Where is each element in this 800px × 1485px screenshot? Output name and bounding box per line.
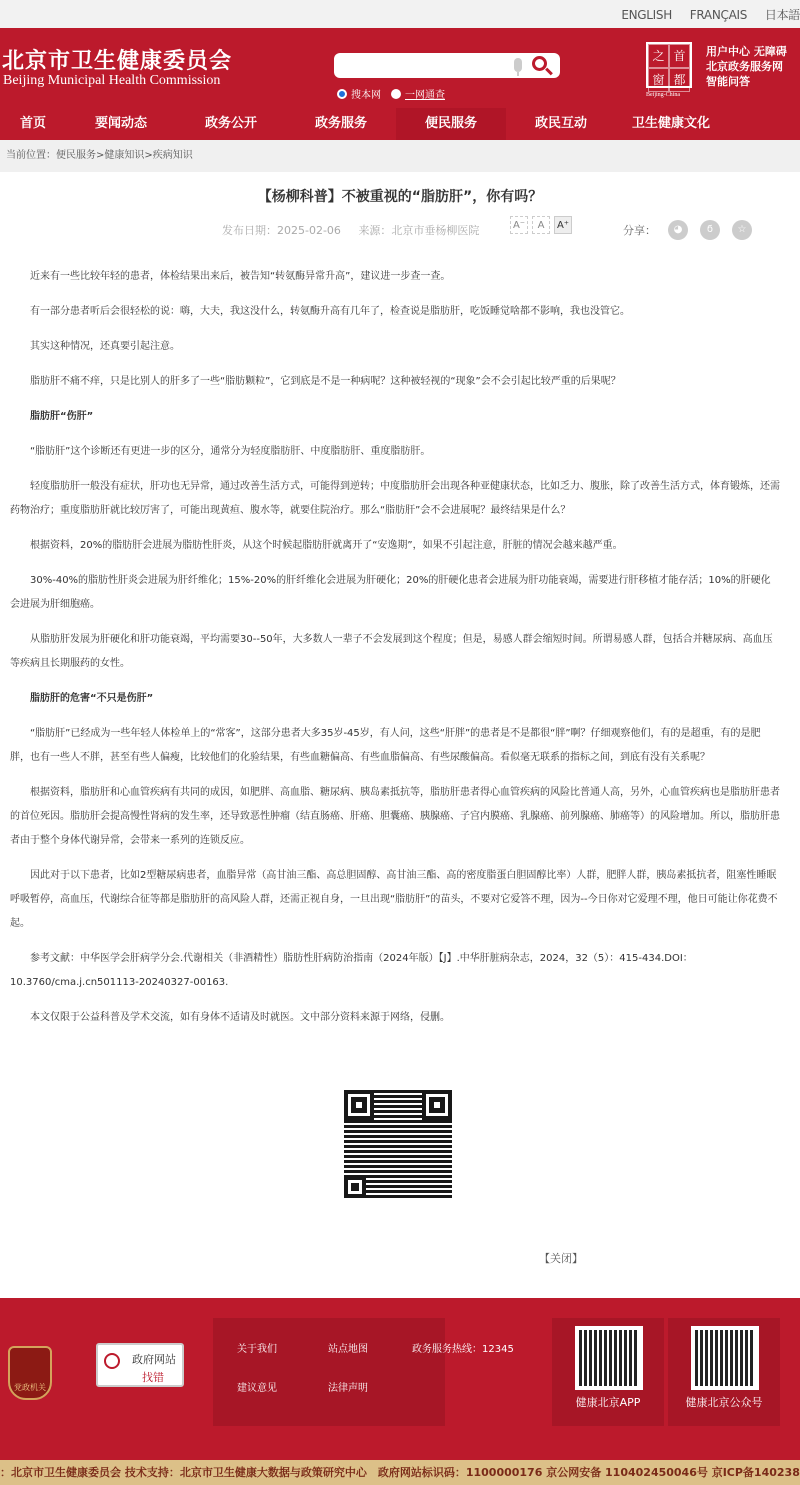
seal-char: 窗 — [648, 68, 669, 92]
article — [0, 172, 800, 1277]
nav-public-service[interactable]: 便民服务 — [396, 108, 506, 140]
lang-japanese-link[interactable]: 日本語 — [764, 8, 800, 22]
paragraph: 30%-40%的脂肪性肝炎会进展为肝纤维化；15%-20%的肝纤维化会进展为肝硬化；20%的肝硬化患者会进展为肝功能衰竭，需要进行肝移植才能存活；10%的肝硬化会进展为肝细胞癌。 — [10, 575, 771, 610]
main-nav — [0, 108, 800, 140]
font-increase-button[interactable]: A⁺ — [554, 216, 572, 234]
publish-date: 发布日期：2025-02-06 — [222, 224, 341, 237]
paragraph: 因此对于以下患者，比如2型糖尿病患者，血脂异常（高甘油三酯、高总胆固醇、高甘油三酯、高的密度脂蛋白胆固醇比率）人群，肥胖人群，胰岛素抵抗者，阻塞性睡眠呼吸暂停，高血压，代谢综合征等都是脂肪肝的高风险人群，还需正视自身，一旦出现“脂肪肝”的苗头，不要对它爱答不理，因为--今日你对它爱理不理，他日可能让你花费不起。 — [10, 870, 778, 929]
nav-health-culture[interactable]: 卫生健康文化 — [631, 116, 710, 131]
paragraph: 轻度脂肪肝一般没有症状，肝功也无异常，通过改善生活方式，可能得到逆转；中度脂肪肝会出现各种亚健康状态，比如乏力、腹胀，除了改善生活方式，体育锻炼，还需药物治疗；重度脂肪肝就比较厉害了，可能出现黄疸、腹水等，就要住院治疗。那么“脂肪肝”会不会进展呢？最终结果是什么？ — [10, 481, 780, 516]
nav-gov-open[interactable]: 政务公开 — [204, 116, 257, 131]
paragraph: 其实这种情况，还真要引起注意。 — [30, 341, 180, 352]
accessibility-link[interactable]: 无障碍 — [753, 45, 787, 58]
nav-gov-service[interactable]: 政务服务 — [314, 116, 367, 131]
legal-link[interactable]: 法律声明 — [328, 1383, 368, 1394]
article-title: 【杨柳科普】不被重视的“脂肪肝”，你有吗？ — [257, 189, 543, 205]
footer — [0, 1298, 800, 1460]
wechat-qr-code — [691, 1326, 759, 1390]
capital-window-logo[interactable] — [646, 42, 692, 88]
site-title-en[interactable]: Beijing Municipal Health Commission — [3, 73, 221, 88]
search-scope — [337, 86, 451, 101]
sitemap-link[interactable]: 站点地图 — [328, 1344, 368, 1355]
find-error-button[interactable] — [96, 1343, 184, 1387]
paragraph: 有一部分患者听后会很轻松的说：嗨，大夫，我这没什么，转氨酶升高有几年了，检查说是脂肪肝，吃饭睡觉啥都不影响，我也没管它。 — [30, 306, 630, 317]
paragraph: “脂肪肝”这个诊断还有更进一步的区分，通常分为轻度脂肪肝、中度脂肪肝、重度脂肪肝。 — [30, 446, 431, 457]
share-bar — [623, 220, 752, 240]
paragraph: 根据资料，脂肪肝和心血管疾病有共同的成因，如肥胖、高血脂、糖尿病、胰岛素抵抗等，脂肪肝患者得心血管疾病的风险比普通人高，另外，心血管疾病也是脂肪肝患者的首位死因。脂肪肝会提高慢性肾病的发生率，还导致恶性肿瘤（结直肠癌、肝癌、胆囊癌、胰腺癌、子宫内膜癌、乳腺癌、前列腺癌、肺癌等）的风险增加。所以，脂肪肝患者由于整个身体代谢异常，会带来一系列的连锁反应。 — [10, 787, 780, 846]
section-heading: 脂肪肝“伤肝” — [30, 411, 94, 422]
user-center-link[interactable]: 用户中心 — [706, 45, 750, 58]
article-meta — [222, 222, 493, 238]
search-icon[interactable] — [532, 56, 547, 71]
app-qr — [552, 1318, 664, 1426]
weibo-icon[interactable]: ϭ — [700, 220, 720, 240]
wechat-icon[interactable]: ◕ — [668, 220, 688, 240]
seal-char: 都 — [669, 68, 690, 92]
seal-subtitle: Beijing-China — [646, 92, 680, 98]
app-qr-code — [575, 1326, 643, 1390]
about-us-link[interactable]: 关于我们 — [237, 1344, 277, 1355]
search-input[interactable] — [334, 53, 560, 78]
article-qr-code — [344, 1090, 452, 1198]
lang-french-link[interactable]: FRANÇAIS — [689, 8, 748, 22]
wechat-qr-label: 健康北京公众号 — [685, 1396, 763, 1409]
footer-links — [213, 1318, 514, 1426]
nav-home[interactable]: 首页 — [19, 116, 46, 131]
section-heading: 脂肪肝的危害“不只是伤肝” — [30, 693, 154, 704]
quick-links — [706, 44, 787, 89]
breadcrumb-label: 当前位置： — [6, 150, 56, 161]
radio-this-site-label[interactable]: 搜本网 — [351, 90, 381, 101]
seal-char: 首 — [669, 44, 690, 68]
gov-service-link[interactable]: 北京政务服务网 — [706, 60, 783, 73]
reference-paragraph: 参考文献：中华医学会肝病学分会.代谢相关（非酒精性）脂肪性肝病防治指南（2024年版）【J】.中华肝脏病杂志，2024，32（5）：415-434.DOI：10.3760/cma.j.cn501113-20240327-00163. — [10, 953, 693, 988]
lang-english-link[interactable]: ENGLISH — [621, 8, 672, 22]
magnifier-icon — [104, 1353, 120, 1369]
disclaimer-paragraph: 本文仅限于公益科普及学术交流，如有身体不适请及时就医。文中部分资料来源于网络，侵删。 — [30, 1012, 450, 1023]
paragraph: “脂肪肝”已经成为一些年轻人体检单上的“常客”，这部分患者大多35岁-45岁，有人问，这些“肝胖”的患者是不是都很“胖”啊？仔细观察他们，有的是超重，有的是肥胖，也有一些人不胖，甚至有些人偏瘦，比较他们的化验结果，有些血糖偏高、有些血脂偏高、有些尿酸偏高。看似毫无联系的指标之间，到底有没有关系呢？ — [10, 728, 761, 763]
breadcrumb-path[interactable]: 便民服务>健康知识>疾病知识 — [56, 150, 193, 161]
app-qr-label: 健康北京APP — [575, 1396, 641, 1409]
site-title-cn[interactable]: 北京市卫生健康委员会 — [2, 48, 233, 73]
copyright-bar: ：北京市卫生健康委员会 技术支持：北京市卫生健康大数据与政策研究中心 政府网站标识码：1100000176 京公网安备 11040245004​6号 京ICP备140238 — [0, 1460, 800, 1485]
nav-interaction[interactable]: 政民互动 — [534, 116, 587, 131]
language-links — [607, 6, 800, 23]
close-link[interactable]: 【关闭】 — [539, 1252, 583, 1265]
font-size-controls — [510, 216, 572, 234]
nav-news[interactable]: 要闻动态 — [94, 116, 147, 131]
seal-char: 之 — [648, 44, 669, 68]
find-error-line2: 找错 — [142, 1371, 164, 1384]
site-header — [0, 28, 800, 108]
favorite-icon[interactable]: ☆ — [732, 220, 752, 240]
party-gov-badge[interactable]: 党政机关 — [8, 1346, 52, 1400]
radio-all-sites-label[interactable]: 一网通查 — [405, 90, 445, 101]
top-bar — [0, 0, 800, 28]
font-normal-button[interactable]: A — [532, 216, 550, 234]
article-body — [10, 265, 780, 1041]
smart-qa-link[interactable]: 智能问答 — [706, 75, 750, 88]
paragraph: 从脂肪肝发展为肝硬化和肝功能衰竭，平均需要30--50年，大多数人一辈子不会发展到这个程度；但是，易感人群会缩短时间。所谓易感人群，包括合并糖尿病、高血压等疾病且长期服药的女性。 — [10, 634, 773, 669]
find-error-line1: 政府网站 — [132, 1353, 176, 1366]
suggestions-link[interactable]: 建议意见 — [237, 1383, 277, 1394]
paragraph: 根据资料，20%的脂肪肝会进展为脂肪性肝炎，从这个时候起脂肪肝就离开了“安逸期”，如果不引起注意，肝脏的情况会越来越严重。 — [30, 540, 623, 551]
radio-this-site[interactable] — [337, 89, 347, 99]
breadcrumb — [0, 140, 800, 172]
wechat-qr — [668, 1318, 780, 1426]
share-label: 分享： — [623, 224, 656, 237]
article-source: 来源：北京市垂杨柳医院 — [358, 224, 480, 237]
radio-all-sites[interactable] — [391, 89, 401, 99]
font-decrease-button[interactable]: A⁻ — [510, 216, 528, 234]
paragraph: 脂肪肝不痛不痒，只是比别人的肝多了一些“脂肪颗粒”，它到底是不是一种病呢？这种被轻视的“现象”会不会引起比较严重的后果呢？ — [30, 376, 621, 387]
paragraph: 近来有一些比较年轻的患者，体检结果出来后，被告知“转氨酶异常升高”，建议进一步查一查。 — [30, 271, 451, 282]
hotline: 政务服务热线：12345 — [412, 1344, 514, 1355]
microphone-icon[interactable] — [514, 58, 522, 72]
